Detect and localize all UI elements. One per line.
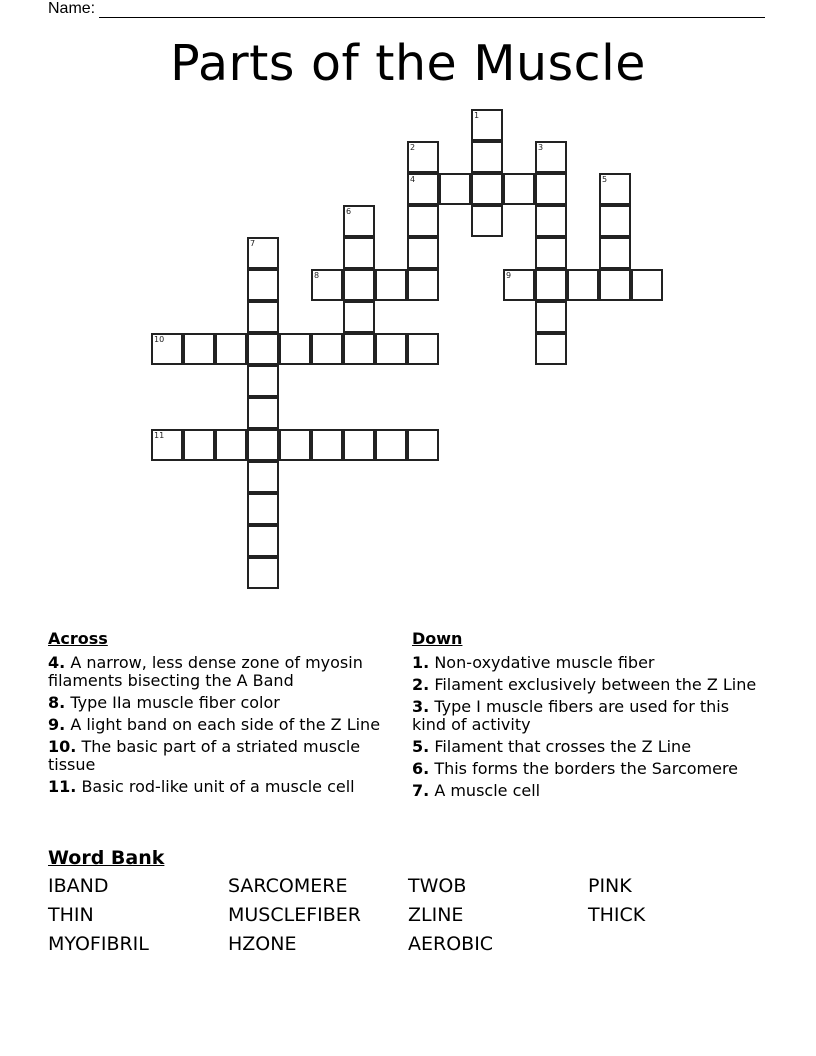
clue-number: 8 — [314, 271, 320, 280]
word-bank-item: HZONE — [228, 933, 297, 955]
word-bank-item: MUSCLEFIBER — [228, 904, 361, 926]
word-bank-item: IBAND — [48, 875, 109, 897]
grid-cell[interactable] — [631, 269, 663, 301]
grid-cell[interactable] — [567, 269, 599, 301]
clue-number: 7. — [412, 781, 430, 800]
clue-text: A light band on each side of the Z Line — [70, 715, 381, 734]
word-bank-item: THIN — [48, 904, 94, 926]
grid-cell[interactable] — [599, 205, 631, 237]
clue-text: This forms the borders the Sarcomere — [434, 759, 739, 778]
grid-cell[interactable] — [151, 333, 183, 365]
grid-cell[interactable] — [247, 301, 279, 333]
across-clue — [48, 778, 393, 796]
grid-cell[interactable] — [535, 205, 567, 237]
clue-number: 11 — [154, 431, 165, 440]
grid-cell[interactable] — [343, 205, 375, 237]
grid-cell[interactable] — [151, 429, 183, 461]
down-clues — [412, 630, 757, 804]
grid-cell[interactable] — [247, 237, 279, 269]
grid-cell[interactable] — [407, 333, 439, 365]
grid-cell[interactable] — [343, 429, 375, 461]
grid-cell[interactable] — [503, 173, 535, 205]
clue-number: 3. — [412, 697, 430, 716]
grid-cell[interactable] — [279, 429, 311, 461]
grid-cell[interactable] — [279, 333, 311, 365]
clue-number: 6 — [346, 207, 352, 216]
across-clues — [48, 630, 393, 800]
grid-cell[interactable] — [247, 557, 279, 589]
grid-cell[interactable] — [247, 333, 279, 365]
grid-cell[interactable] — [375, 269, 407, 301]
clue-number: 2 — [410, 143, 416, 152]
clue-text: Non-oxydative muscle fiber — [434, 653, 655, 672]
name-field[interactable] — [48, 0, 765, 18]
word-bank-item: PINK — [588, 875, 632, 897]
clue-number: 1 — [474, 111, 480, 120]
down-clue — [412, 782, 757, 800]
clue-number: 10 — [154, 335, 165, 344]
grid-cell[interactable] — [247, 269, 279, 301]
clue-number: 7 — [250, 239, 256, 248]
word-bank-item: ZLINE — [408, 904, 464, 926]
grid-cell[interactable] — [535, 141, 567, 173]
down-clue — [412, 654, 757, 672]
clue-number: 6. — [412, 759, 430, 778]
grid-cell[interactable] — [407, 141, 439, 173]
across-clue — [48, 738, 393, 774]
word-bank-item: THICK — [588, 904, 646, 926]
grid-cell[interactable] — [343, 333, 375, 365]
grid-cell[interactable] — [407, 429, 439, 461]
clue-text: The basic part of a striated muscle tissue — [48, 737, 361, 774]
grid-cell[interactable] — [471, 141, 503, 173]
grid-cell[interactable] — [535, 269, 567, 301]
clue-number: 10. — [48, 737, 77, 756]
clue-number: 5. — [412, 737, 430, 756]
grid-cell[interactable] — [375, 429, 407, 461]
grid-cell[interactable] — [343, 301, 375, 333]
grid-cell[interactable] — [407, 269, 439, 301]
clue-number: 9 — [506, 271, 512, 280]
clue-text: Basic rod-like unit of a muscle cell — [81, 777, 355, 796]
grid-cell[interactable] — [471, 205, 503, 237]
clue-number: 2. — [412, 675, 430, 694]
grid-cell[interactable] — [535, 301, 567, 333]
grid-cell[interactable] — [375, 333, 407, 365]
down-clue — [412, 760, 757, 778]
across-clue — [48, 654, 393, 690]
grid-cell[interactable] — [183, 333, 215, 365]
word-bank — [48, 846, 768, 956]
grid-cell[interactable] — [343, 237, 375, 269]
grid-cell[interactable] — [247, 461, 279, 493]
clue-number: 9. — [48, 715, 66, 734]
down-clue — [412, 738, 757, 756]
name-label: Name: — [48, 0, 96, 17]
across-clue — [48, 694, 393, 712]
clue-text: A muscle cell — [434, 781, 541, 800]
grid-cell[interactable] — [439, 173, 471, 205]
grid-cell[interactable] — [599, 269, 631, 301]
clue-text: Filament exclusively between the Z Line — [434, 675, 757, 694]
grid-cell[interactable] — [247, 365, 279, 397]
grid-cell[interactable] — [535, 237, 567, 269]
name-underline[interactable] — [99, 3, 765, 18]
clue-text: Filament that crosses the Z Line — [434, 737, 692, 756]
down-clue — [412, 698, 757, 734]
across-clue — [48, 716, 393, 734]
clue-number: 4 — [410, 175, 416, 184]
grid-cell[interactable] — [535, 333, 567, 365]
down-clue — [412, 676, 757, 694]
across-heading: Across — [48, 629, 108, 648]
down-heading: Down — [412, 629, 463, 648]
clue-text: Type IIa muscle fiber color — [70, 693, 280, 712]
clue-text: Type I muscle fibers are used for this kind of activity — [412, 697, 730, 734]
grid-cell[interactable] — [311, 333, 343, 365]
grid-cell[interactable] — [535, 173, 567, 205]
clue-text: A narrow, less dense zone of myosin filaments bisecting the A Band — [48, 653, 363, 690]
grid-cell[interactable] — [503, 269, 535, 301]
grid-cell[interactable] — [343, 269, 375, 301]
grid-cell[interactable] — [407, 205, 439, 237]
clue-number: 5 — [602, 175, 608, 184]
grid-cell[interactable] — [247, 493, 279, 525]
grid-cell[interactable] — [311, 269, 343, 301]
word-bank-item: TWOB — [408, 875, 467, 897]
grid-cell[interactable] — [247, 429, 279, 461]
grid-cell[interactable] — [215, 333, 247, 365]
clue-number: 4. — [48, 653, 66, 672]
grid-cell[interactable] — [407, 173, 439, 205]
grid-cell[interactable] — [471, 109, 503, 141]
clue-number: 1. — [412, 653, 430, 672]
grid-cell[interactable] — [247, 525, 279, 557]
grid-cell[interactable] — [215, 429, 247, 461]
grid-cell[interactable] — [247, 397, 279, 429]
clue-number: 3 — [538, 143, 544, 152]
grid-cell[interactable] — [407, 237, 439, 269]
word-bank-heading: Word Bank — [48, 847, 165, 869]
word-bank-item: AEROBIC — [408, 933, 494, 955]
page-title: Parts of the Muscle — [170, 35, 646, 92]
clue-number: 11. — [48, 777, 77, 796]
grid-cell[interactable] — [599, 173, 631, 205]
clue-number: 8. — [48, 693, 66, 712]
grid-cell[interactable] — [471, 173, 503, 205]
word-bank-item: SARCOMERE — [228, 875, 348, 897]
grid-cell[interactable] — [599, 237, 631, 269]
grid-cell[interactable] — [183, 429, 215, 461]
word-bank-item: MYOFIBRIL — [48, 933, 149, 955]
grid-cell[interactable] — [311, 429, 343, 461]
